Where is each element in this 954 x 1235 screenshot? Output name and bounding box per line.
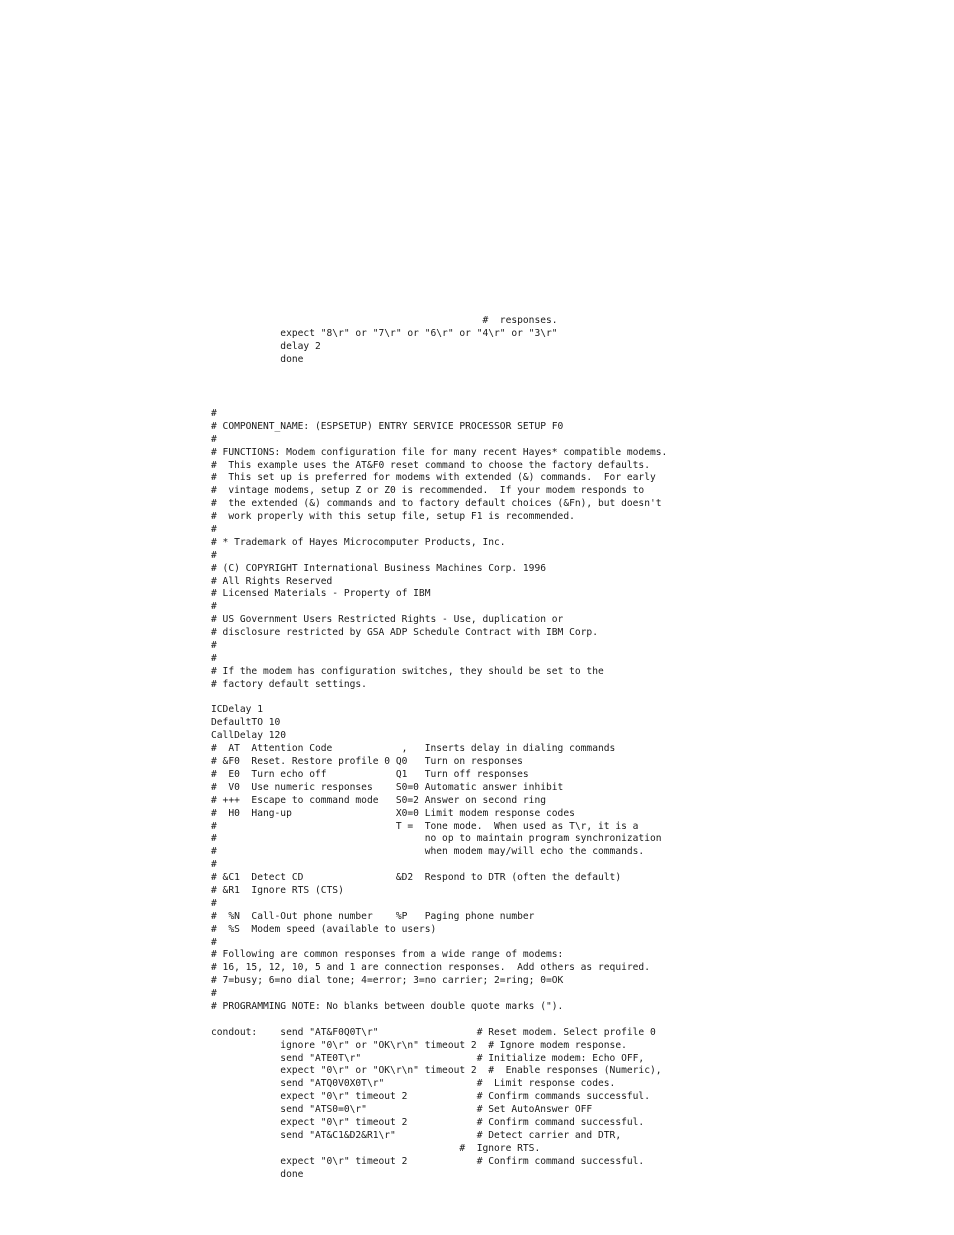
code-line: delay 2 xyxy=(211,340,321,352)
code-line: # If the modem has configuration switches, they should be set to the xyxy=(211,665,604,677)
code-line: # xyxy=(211,859,217,871)
code-line: # when modem may/will echo the commands. xyxy=(211,846,645,858)
code-line: # E0 Turn echo off Q1 Turn off responses xyxy=(211,768,529,780)
code-line: # disclosure restricted by GSA ADP Schedule Contract with IBM Corp. xyxy=(211,627,598,639)
code-line: # work properly with this setup file, setup F1 is recommended. xyxy=(211,511,575,523)
code-line: # xyxy=(211,601,217,613)
code-line: # xyxy=(211,549,217,561)
code-line: # xyxy=(211,408,217,419)
code-line: done xyxy=(211,1168,304,1180)
code-line: condout: send "AT&F0Q0T\r" # Reset modem. Select profile 0 xyxy=(211,1026,656,1038)
code-line: # US Government Users Restricted Rights - Use, duplication or xyxy=(211,614,564,626)
code-line: # All Rights Reserved xyxy=(211,575,333,587)
code-line: # V0 Use numeric responses S0=0 Automatic answer inhibit xyxy=(211,781,564,793)
code-line: expect "0\r" timeout 2 # Confirm command successful. xyxy=(211,1116,645,1128)
code-line: expect "0\r" timeout 2 # Confirm commands successful. xyxy=(211,1091,650,1103)
code-line: expect "8\r" or "7\r" or "6\r" or "4\r" or "3\r" xyxy=(211,327,558,339)
code-line: # xyxy=(211,433,217,445)
code-line: ignore "0\r" or "OK\r\n" timeout 2 # Ignore modem response. xyxy=(211,1039,627,1051)
code-line: # xyxy=(211,652,217,664)
code-line: # AT Attention Code , Inserts delay in dialing commands xyxy=(211,743,616,755)
code-line: # factory default settings. xyxy=(211,678,367,690)
code-line: # xyxy=(211,897,217,909)
code-line: # %S Modem speed (available to users) xyxy=(211,923,437,935)
code-line: # This example uses the AT&F0 reset command to choose the factory defaults. xyxy=(211,459,650,471)
code-line: # 16, 15, 12, 10, 5 and 1 are connection responses. Add others as required. xyxy=(211,962,650,974)
code-line: # &C1 Detect CD &D2 Respond to DTR (often the default) xyxy=(211,872,622,884)
code-line: send "ATE0T\r" # Initialize modem: Echo OFF, xyxy=(211,1052,645,1064)
code-line: # PROGRAMMING NOTE: No blanks between double quote marks ("). xyxy=(211,1000,564,1012)
code-line: # * Trademark of Hayes Microcomputer Products, Inc. xyxy=(211,536,506,548)
code-line: send "ATQ0V0X0T\r" # Limit response codes. xyxy=(211,1078,616,1090)
code-line: # the extended (&) commands and to factory default choices (&Fn), but doesn't xyxy=(211,498,662,510)
code-line: # (C) COPYRIGHT International Business Machines Corp. 1996 xyxy=(211,562,547,574)
code-line: # %N Call-Out phone number %P Paging phone number xyxy=(211,910,535,922)
code-line: send "AT&C1&D2&R1\r" # Detect carrier and DTR, xyxy=(211,1129,622,1141)
code-line: CallDelay 120 xyxy=(211,730,287,742)
code-line: # FUNCTIONS: Modem configuration file for many recent Hayes* compatible modems. xyxy=(211,446,668,458)
code-line: # xyxy=(211,640,217,652)
code-line: # responses. xyxy=(211,315,558,326)
code-line: # +++ Escape to command mode S0=2 Answer on second ring xyxy=(211,794,547,806)
code-line: # T = Tone mode. When used as T\r, it is a xyxy=(211,820,639,832)
modem-config-listing xyxy=(211,408,667,1181)
code-line: # COMPONENT_NAME: (ESPSETUP) ENTRY SERVICE PROCESSOR SETUP F0 xyxy=(211,420,564,432)
code-line: done xyxy=(211,353,304,365)
code-line: expect "0\r" or "OK\r\n" timeout 2 # Enable responses (Numeric), xyxy=(211,1065,662,1077)
code-line: # This set up is preferred for modems with extended (&) commands. For early xyxy=(211,472,656,484)
code-line: expect "0\r" timeout 2 # Confirm command successful. xyxy=(211,1155,645,1167)
code-line: DefaultTO 10 xyxy=(211,717,281,729)
code-line: # H0 Hang-up X0=0 Limit modem response codes xyxy=(211,807,575,819)
code-line: # xyxy=(211,524,217,536)
code-line: ICDelay 1 xyxy=(211,704,263,716)
code-line: # Following are common responses from a wide range of modems: xyxy=(211,949,564,961)
code-line: # no op to maintain program synchronization xyxy=(211,833,662,845)
code-line: # vintage modems, setup Z or Z0 is recommended. If your modem responds to xyxy=(211,485,645,497)
code-line: # 7=busy; 6=no dial tone; 4=error; 3=no carrier; 2=ring; 0=OK xyxy=(211,975,564,987)
code-line: send "ATS0=0\r" # Set AutoAnswer OFF xyxy=(211,1104,593,1116)
code-line: # xyxy=(211,936,217,948)
code-line xyxy=(211,692,667,705)
code-line: # xyxy=(211,988,217,1000)
code-line xyxy=(211,1014,667,1027)
code-line: # &F0 Reset. Restore profile 0 Q0 Turn on responses xyxy=(211,756,523,768)
code-line: # Ignore RTS. xyxy=(211,1142,541,1154)
code-fragment-top xyxy=(211,315,558,367)
code-line: # &R1 Ignore RTS (CTS) xyxy=(211,884,344,896)
code-line: # Licensed Materials - Property of IBM xyxy=(211,588,431,600)
